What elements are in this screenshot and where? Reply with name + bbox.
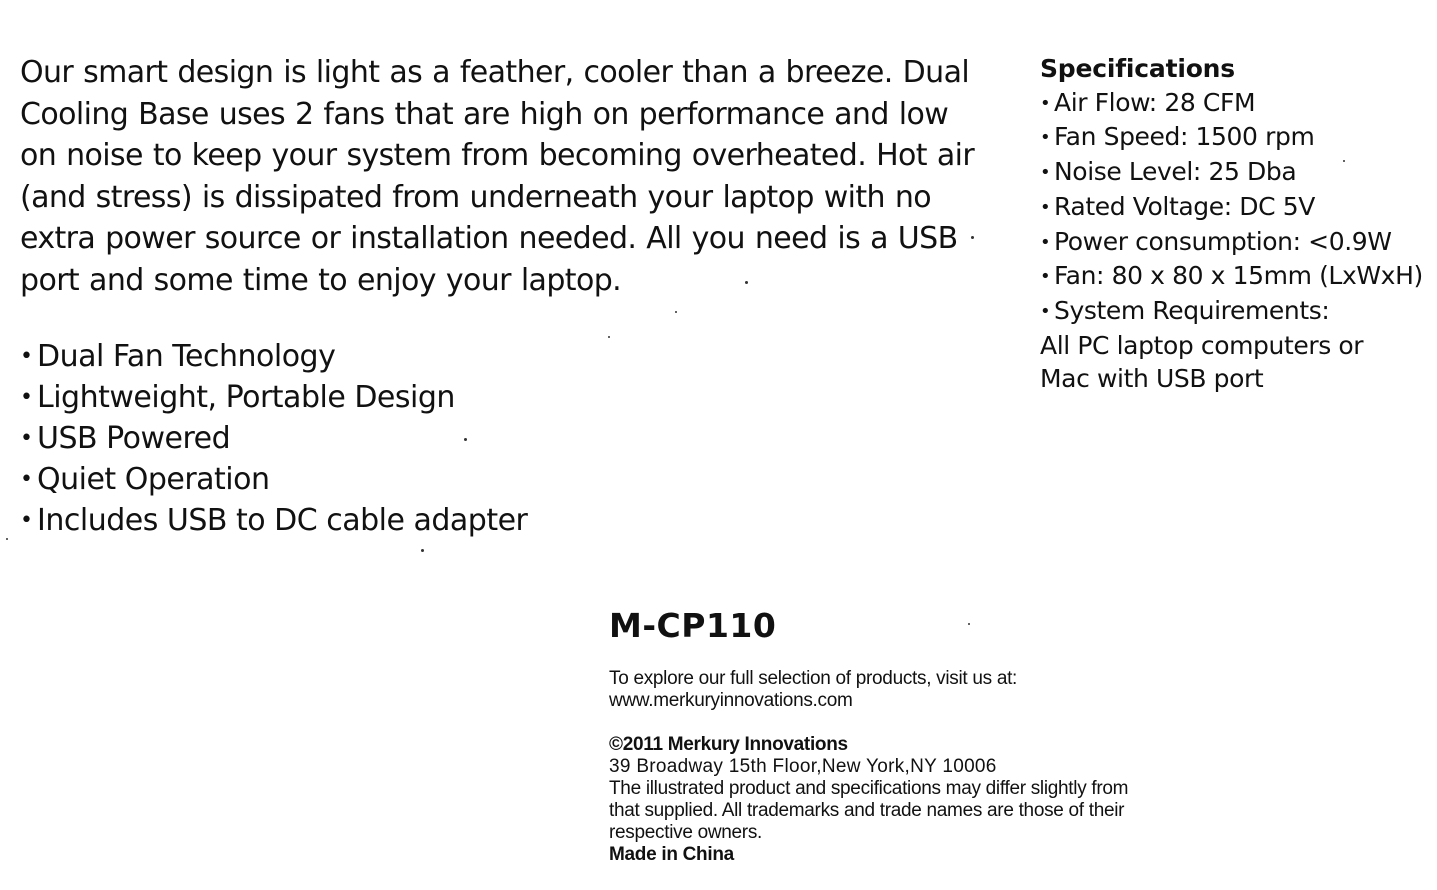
scan-speck xyxy=(421,549,424,552)
website-text: www.merkuryinnovations.com xyxy=(609,690,853,711)
spec-item xyxy=(1040,259,1430,294)
feature-item xyxy=(20,459,527,500)
feature-label: Lightweight, Portable Design xyxy=(37,380,455,415)
feature-label: Dual Fan Technology xyxy=(37,339,336,374)
feature-label: Includes USB to DC cable adapter xyxy=(37,503,528,538)
specifications-panel xyxy=(1040,52,1430,396)
spec-label: System Requirements: xyxy=(1054,295,1330,325)
scan-speck xyxy=(968,623,970,625)
bullet-icon: • xyxy=(1040,196,1051,218)
bullet-icon: • xyxy=(1040,92,1051,114)
feature-item xyxy=(20,336,527,377)
address-text: 39 Broadway 15th Floor,New York,NY 10006 xyxy=(609,756,997,777)
feature-item xyxy=(20,500,527,541)
bullet-icon: • xyxy=(20,344,33,369)
spec-label: Power consumption: <0.9W xyxy=(1054,226,1392,256)
spec-item xyxy=(1040,155,1430,190)
scan-speck xyxy=(971,236,974,239)
explore-text: To explore our full selection of products, visit us at: xyxy=(609,668,1018,689)
bullet-icon: • xyxy=(1040,266,1051,288)
feature-item xyxy=(20,418,527,459)
feature-item xyxy=(20,377,527,418)
bullet-icon: • xyxy=(1040,127,1051,149)
scan-speck xyxy=(675,311,677,313)
scan-speck xyxy=(1343,160,1345,162)
spec-label: Fan Speed: 1500 rpm xyxy=(1054,122,1315,152)
scan-speck xyxy=(464,438,467,441)
bullet-icon: • xyxy=(1040,231,1051,253)
spec-item xyxy=(1040,225,1430,260)
scan-speck xyxy=(745,281,748,284)
spec-label: Fan: 80 x 80 x 15mm (LxWxH) xyxy=(1054,261,1423,291)
spec-label: Rated Voltage: DC 5V xyxy=(1054,191,1315,221)
spec-label: Noise Level: 25 Dba xyxy=(1054,157,1297,187)
bullet-icon: • xyxy=(20,385,33,410)
spec-item xyxy=(1040,294,1430,329)
requirements-line: Mac with USB port xyxy=(1040,364,1264,394)
specifications-heading: Specifications xyxy=(1040,54,1235,83)
feature-label: Quiet Operation xyxy=(37,462,270,497)
bullet-icon: • xyxy=(1040,162,1051,184)
disclaimer-text: that supplied. All trademarks and trade names are those of their xyxy=(609,800,1125,821)
product-description: Our smart design is light as a feather, cooler than a breeze. Dual Cooling Base uses 2 fans that are high on performance and low on noise to keep your system from becoming overheated. Hot air (and stress) is dissipated from underneath your laptop with no extra power source or installation needed. All you need is a USB port and some time to enjoy your laptop. xyxy=(20,55,975,298)
bullet-icon: • xyxy=(20,467,33,492)
model-number: M-CP110 xyxy=(609,606,777,645)
bullet-icon: • xyxy=(1040,300,1051,322)
company-footer xyxy=(609,668,1249,866)
requirements-line: All PC laptop computers or xyxy=(1040,330,1364,360)
specifications-list xyxy=(1040,86,1430,329)
origin-text: Made in China xyxy=(609,844,734,865)
copyright-text: ©2011 Merkury Innovations xyxy=(609,734,848,755)
spec-label: Air Flow: 28 CFM xyxy=(1054,87,1256,117)
feature-list xyxy=(20,336,527,541)
spec-item xyxy=(1040,190,1430,225)
feature-label: USB Powered xyxy=(37,421,231,456)
disclaimer-text: The illustrated product and specifications may differ slightly from xyxy=(609,778,1129,799)
disclaimer-text: respective owners. xyxy=(609,822,763,843)
bullet-icon: • xyxy=(20,508,33,533)
scan-speck xyxy=(608,336,610,338)
spec-item xyxy=(1040,86,1430,121)
scan-speck xyxy=(6,538,8,540)
bullet-icon: • xyxy=(20,426,33,451)
spec-item xyxy=(1040,120,1430,155)
